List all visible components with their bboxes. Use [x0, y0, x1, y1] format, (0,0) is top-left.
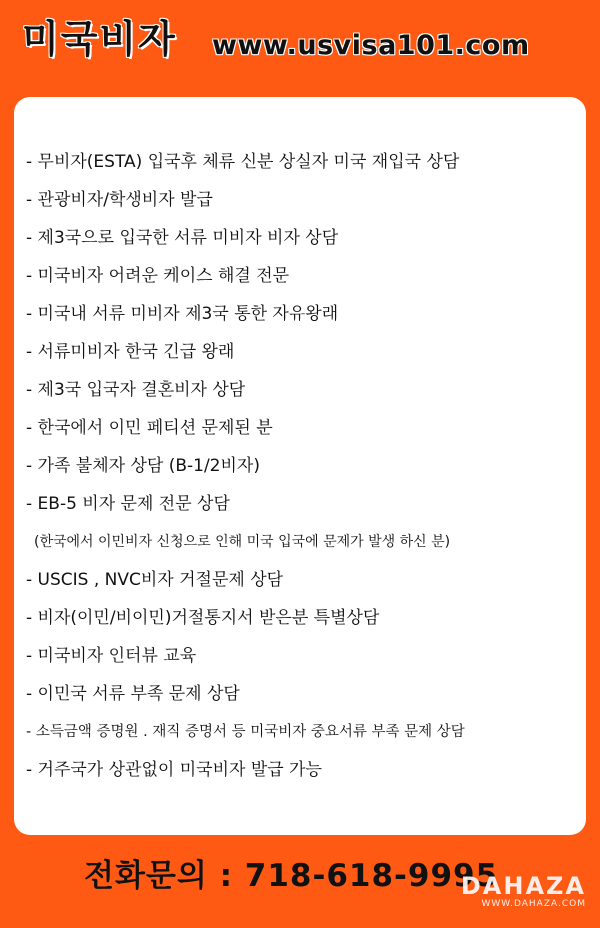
watermark-url: WWW.DAHAZA.COM: [481, 899, 586, 909]
services-panel: [14, 97, 586, 835]
list-item: - EB-5 비자 문제 전문 상담: [26, 494, 230, 514]
list-item-note: (한국에서 이민비자 신청으로 인해 미국 입국에 문제가 발생 하신 분): [34, 534, 451, 550]
list-item: - 미국내 서류 미비자 제3국 통한 자유왕래: [26, 304, 339, 324]
header: [0, 0, 600, 82]
list-item: - 소득금액 증명원 . 재직 증명서 등 미국비자 중요서류 부족 문제 상담: [26, 724, 465, 740]
list-item: - 제3국 입국자 결혼비자 상담: [26, 380, 246, 400]
list-item: - 서류미비자 한국 긴급 왕래: [26, 342, 235, 362]
list-item: - 거주국가 상관없이 미국비자 발급 가능: [26, 760, 322, 780]
list-item: - 비자(이민/비이민)거절통지서 받은분 특별상담: [26, 608, 380, 628]
list-item: - 미국비자 인터뷰 교육: [26, 646, 197, 666]
list-item: - 가족 불체자 상담 (B-1/2비자): [26, 456, 260, 476]
list-item: - 한국에서 이민 페티션 문제된 분: [26, 418, 273, 438]
phone-contact[interactable]: 전화문의 : 718-618-9995: [84, 858, 499, 894]
list-item: - 관광비자/학생비자 발급: [26, 190, 213, 210]
list-item: - 무비자(ESTA) 입국후 체류 신분 상실자 미국 재입국 상담: [26, 152, 460, 172]
list-item: - 이민국 서류 부족 문제 상담: [26, 684, 240, 704]
list-item: - 제3국으로 입국한 서류 미비자 비자 상담: [26, 228, 339, 248]
watermark: [461, 874, 586, 909]
list-item: - USCIS , NVC비자 거절문제 상담: [26, 570, 284, 590]
services-list: [26, 148, 582, 794]
watermark-logo: DAHAZA: [460, 872, 586, 900]
website-link[interactable]: www.usvisa101.com: [212, 30, 530, 61]
brand-title: 미국비자: [22, 17, 177, 61]
list-item: - 미국비자 어려운 케이스 해결 전문: [26, 266, 290, 286]
